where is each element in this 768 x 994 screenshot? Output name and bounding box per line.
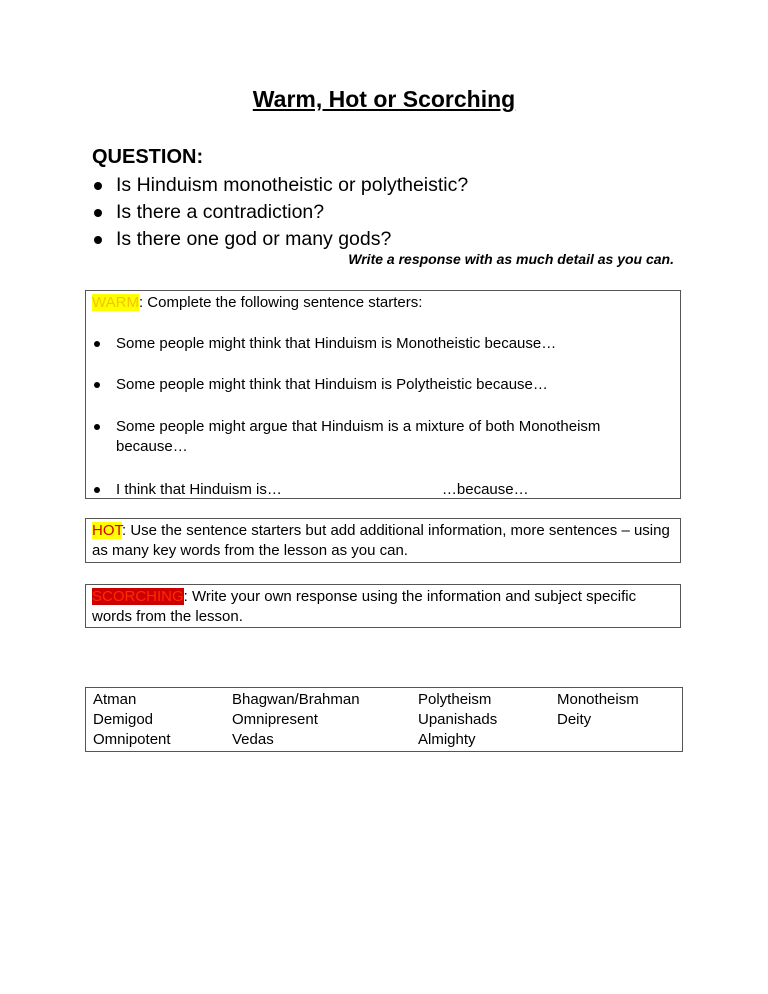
question-item: Is Hinduism monotheistic or polytheistic? — [92, 172, 692, 199]
key-words-column — [93, 690, 171, 750]
sentence-starter: Some people might think that Hinduism is Monotheistic because… — [116, 334, 671, 354]
page-title: Warm, Hot or Scorching — [252, 86, 516, 112]
key-word: Monotheism — [557, 691, 639, 708]
instruction-text: Write a response with as much detail as you can. — [348, 251, 674, 267]
key-word: Almighty — [418, 731, 476, 748]
key-word: Omnipresent — [232, 711, 318, 728]
hot-tag: HOT — [92, 522, 122, 539]
question-list — [92, 172, 692, 253]
scorching-task-box — [85, 584, 681, 628]
key-word: Deity — [557, 711, 592, 728]
key-words-column — [232, 690, 360, 750]
key-words-table — [85, 687, 683, 752]
hot-task-box — [85, 518, 681, 563]
sentence-starter: Some people might think that Hinduism is Polytheistic because… — [116, 375, 671, 395]
final-starter-end: …because… — [441, 481, 529, 498]
sentence-starter-final — [116, 480, 671, 500]
hot-text: : Use the sentence starters but add additional information, more sentences – using as many key words from the lesson as you can. — [92, 522, 670, 559]
question-item: Is there a contradiction? — [92, 199, 692, 226]
scorching-text: : Write your own response using the information and subject specific words from the lesson. — [92, 588, 637, 625]
warm-tag: WARM — [92, 294, 139, 311]
sentence-starter: Some people might argue that Hinduism is a mixture of both Monotheism because… — [116, 417, 671, 457]
key-word: Bhagwan/Brahman — [232, 691, 360, 708]
key-word: Polytheism — [418, 691, 492, 708]
key-word: Atman — [93, 691, 137, 708]
key-words-column — [557, 690, 639, 730]
question-label: QUESTION: — [92, 146, 204, 168]
question-item: Is there one god or many gods? — [92, 226, 692, 253]
key-words-column — [418, 690, 497, 750]
final-starter-start: I think that Hinduism is… — [116, 481, 282, 498]
key-word: Omnipotent — [93, 731, 171, 748]
key-word: Demigod — [93, 711, 154, 728]
warm-intro-text: : Complete the following sentence starters: — [138, 294, 423, 311]
warm-intro — [92, 293, 674, 313]
key-word: Vedas — [232, 731, 274, 748]
scorching-tag: SCORCHING — [92, 588, 184, 605]
key-word: Upanishads — [418, 711, 498, 728]
question-section — [92, 144, 692, 253]
warm-task-box — [85, 290, 681, 499]
